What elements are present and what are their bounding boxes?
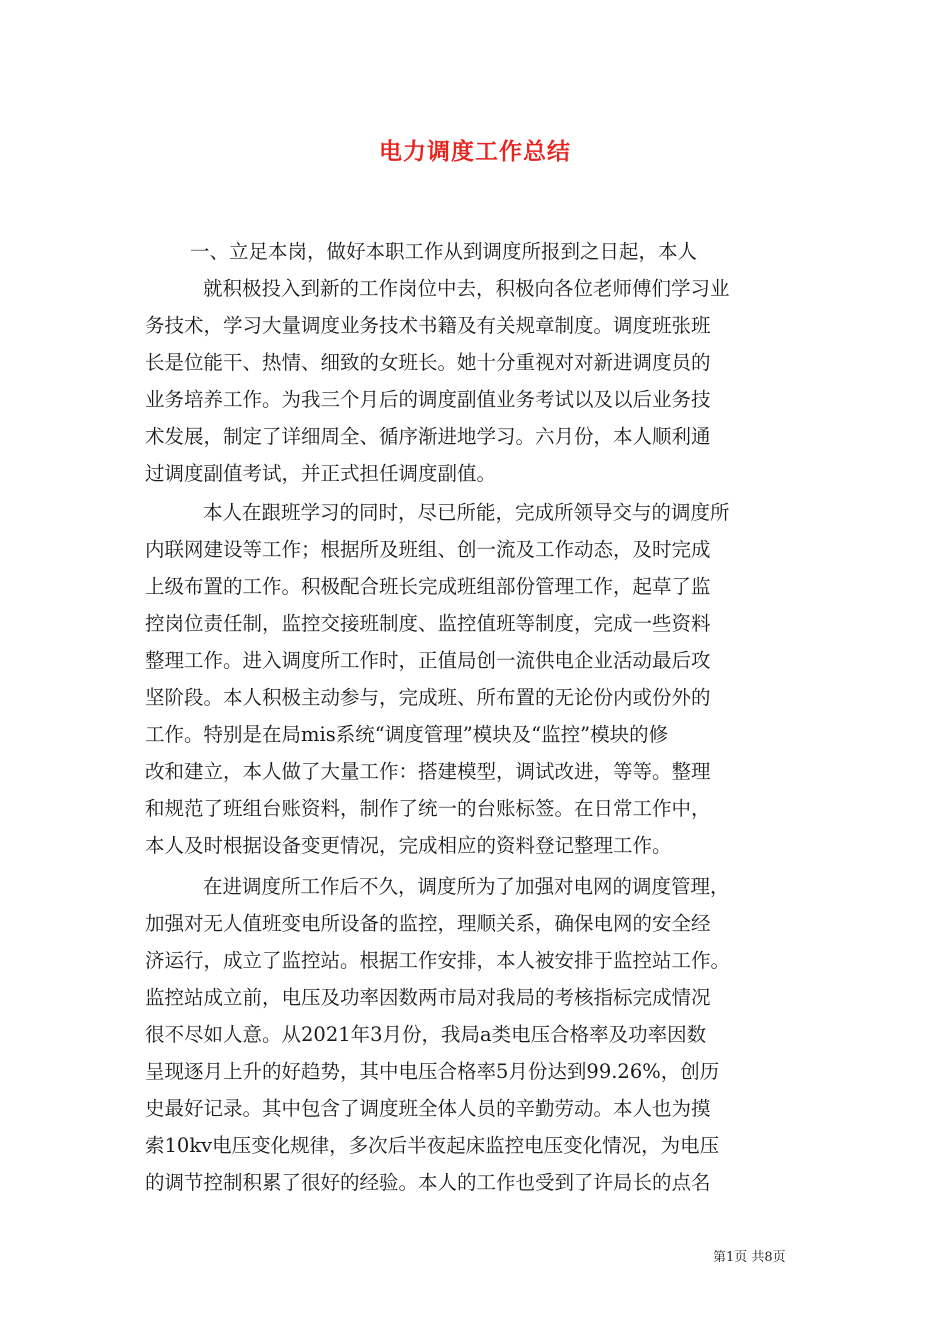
text-line: 的调节控制积累了很好的经验。本人的工作也受到了许局长的点名: [145, 1171, 711, 1194]
text-line: 加强对无人值班变电所设备的监控，理顺关系，确保电网的安全经: [145, 912, 711, 935]
text-line: 内联网建设等工作；根据所及班组、创一流及工作动态，及时完成: [145, 538, 711, 561]
text-line: 在进调度所工作后不久，调度所为了加强对电网的调度管理，: [203, 875, 730, 898]
text-line: 整理工作。进入调度所工作时，正值局创一流供电企业活动最后攻: [145, 649, 711, 672]
text-line: 就积极投入到新的工作岗位中去，积极向各位老师傅们学习业: [203, 277, 730, 300]
text-line: 长是位能干、热情、细致的女班长。她十分重视对对新进调度员的: [145, 351, 711, 374]
text-line: 工作。特别是在局mis系统“调度管理”模块及“监控”模块的修: [145, 723, 669, 746]
page-number: 第1页 共8页: [713, 1250, 786, 1265]
text-line: 监控站成立前，电压及功率因数两市局对我局的考核指标完成情况: [145, 986, 711, 1009]
text-line: 索10kv电压变化规律，多次后半夜起床监控电压变化情况，为电压: [145, 1134, 720, 1157]
text-line: 过调度副值考试，并正式担任调度副值。: [145, 462, 497, 485]
text-line: 很不尽如人意。从2021年3月份，我局a类电压合格率及功率因数: [145, 1023, 707, 1046]
text-line: 济运行，成立了监控站。根据工作安排，本人被安排于监控站工作。: [145, 949, 731, 972]
text-line: 史最好记录。其中包含了调度班全体人员的辛勤劳动。本人也为摸: [145, 1097, 711, 1120]
text-line: 本人及时根据设备变更情况，完成相应的资料登记整理工作。: [145, 834, 672, 857]
text-line: 呈现逐月上升的好趋势，其中电压合格率5月份达到99.26%，创历: [145, 1060, 720, 1083]
text-line: 本人在跟班学习的同时，尽已所能，完成所领导交与的调度所: [203, 501, 730, 524]
text-line: 控岗位责任制，监控交接班制度、监控值班等制度，完成一些资料: [145, 612, 711, 635]
text-line: 务技术，学习大量调度业务技术书籍及有关规章制度。调度班张班: [145, 314, 711, 337]
text-line: 业务培养工作。为我三个月后的调度副值业务考试以及以后业务技: [145, 388, 711, 411]
text-line: 上级布置的工作。积极配合班长完成班组部份管理工作，起草了监: [145, 575, 711, 598]
text-line: 一、立足本岗，做好本职工作从到调度所报到之日起，本人: [190, 240, 698, 263]
text-line: 坚阶段。本人积极主动参与，完成班、所布置的无论份内或份外的: [145, 686, 711, 709]
page-title: 电力调度工作总结: [379, 138, 571, 165]
text-line: 术发展，制定了详细周全、循序渐进地学习。六月份，本人顺利通: [145, 425, 711, 448]
text-line: 和规范了班组台账资料，制作了统一的台账标签。在日常工作中，: [145, 797, 711, 820]
text-line: 改和建立，本人做了大量工作：搭建模型，调试改进，等等。整理: [145, 760, 711, 783]
